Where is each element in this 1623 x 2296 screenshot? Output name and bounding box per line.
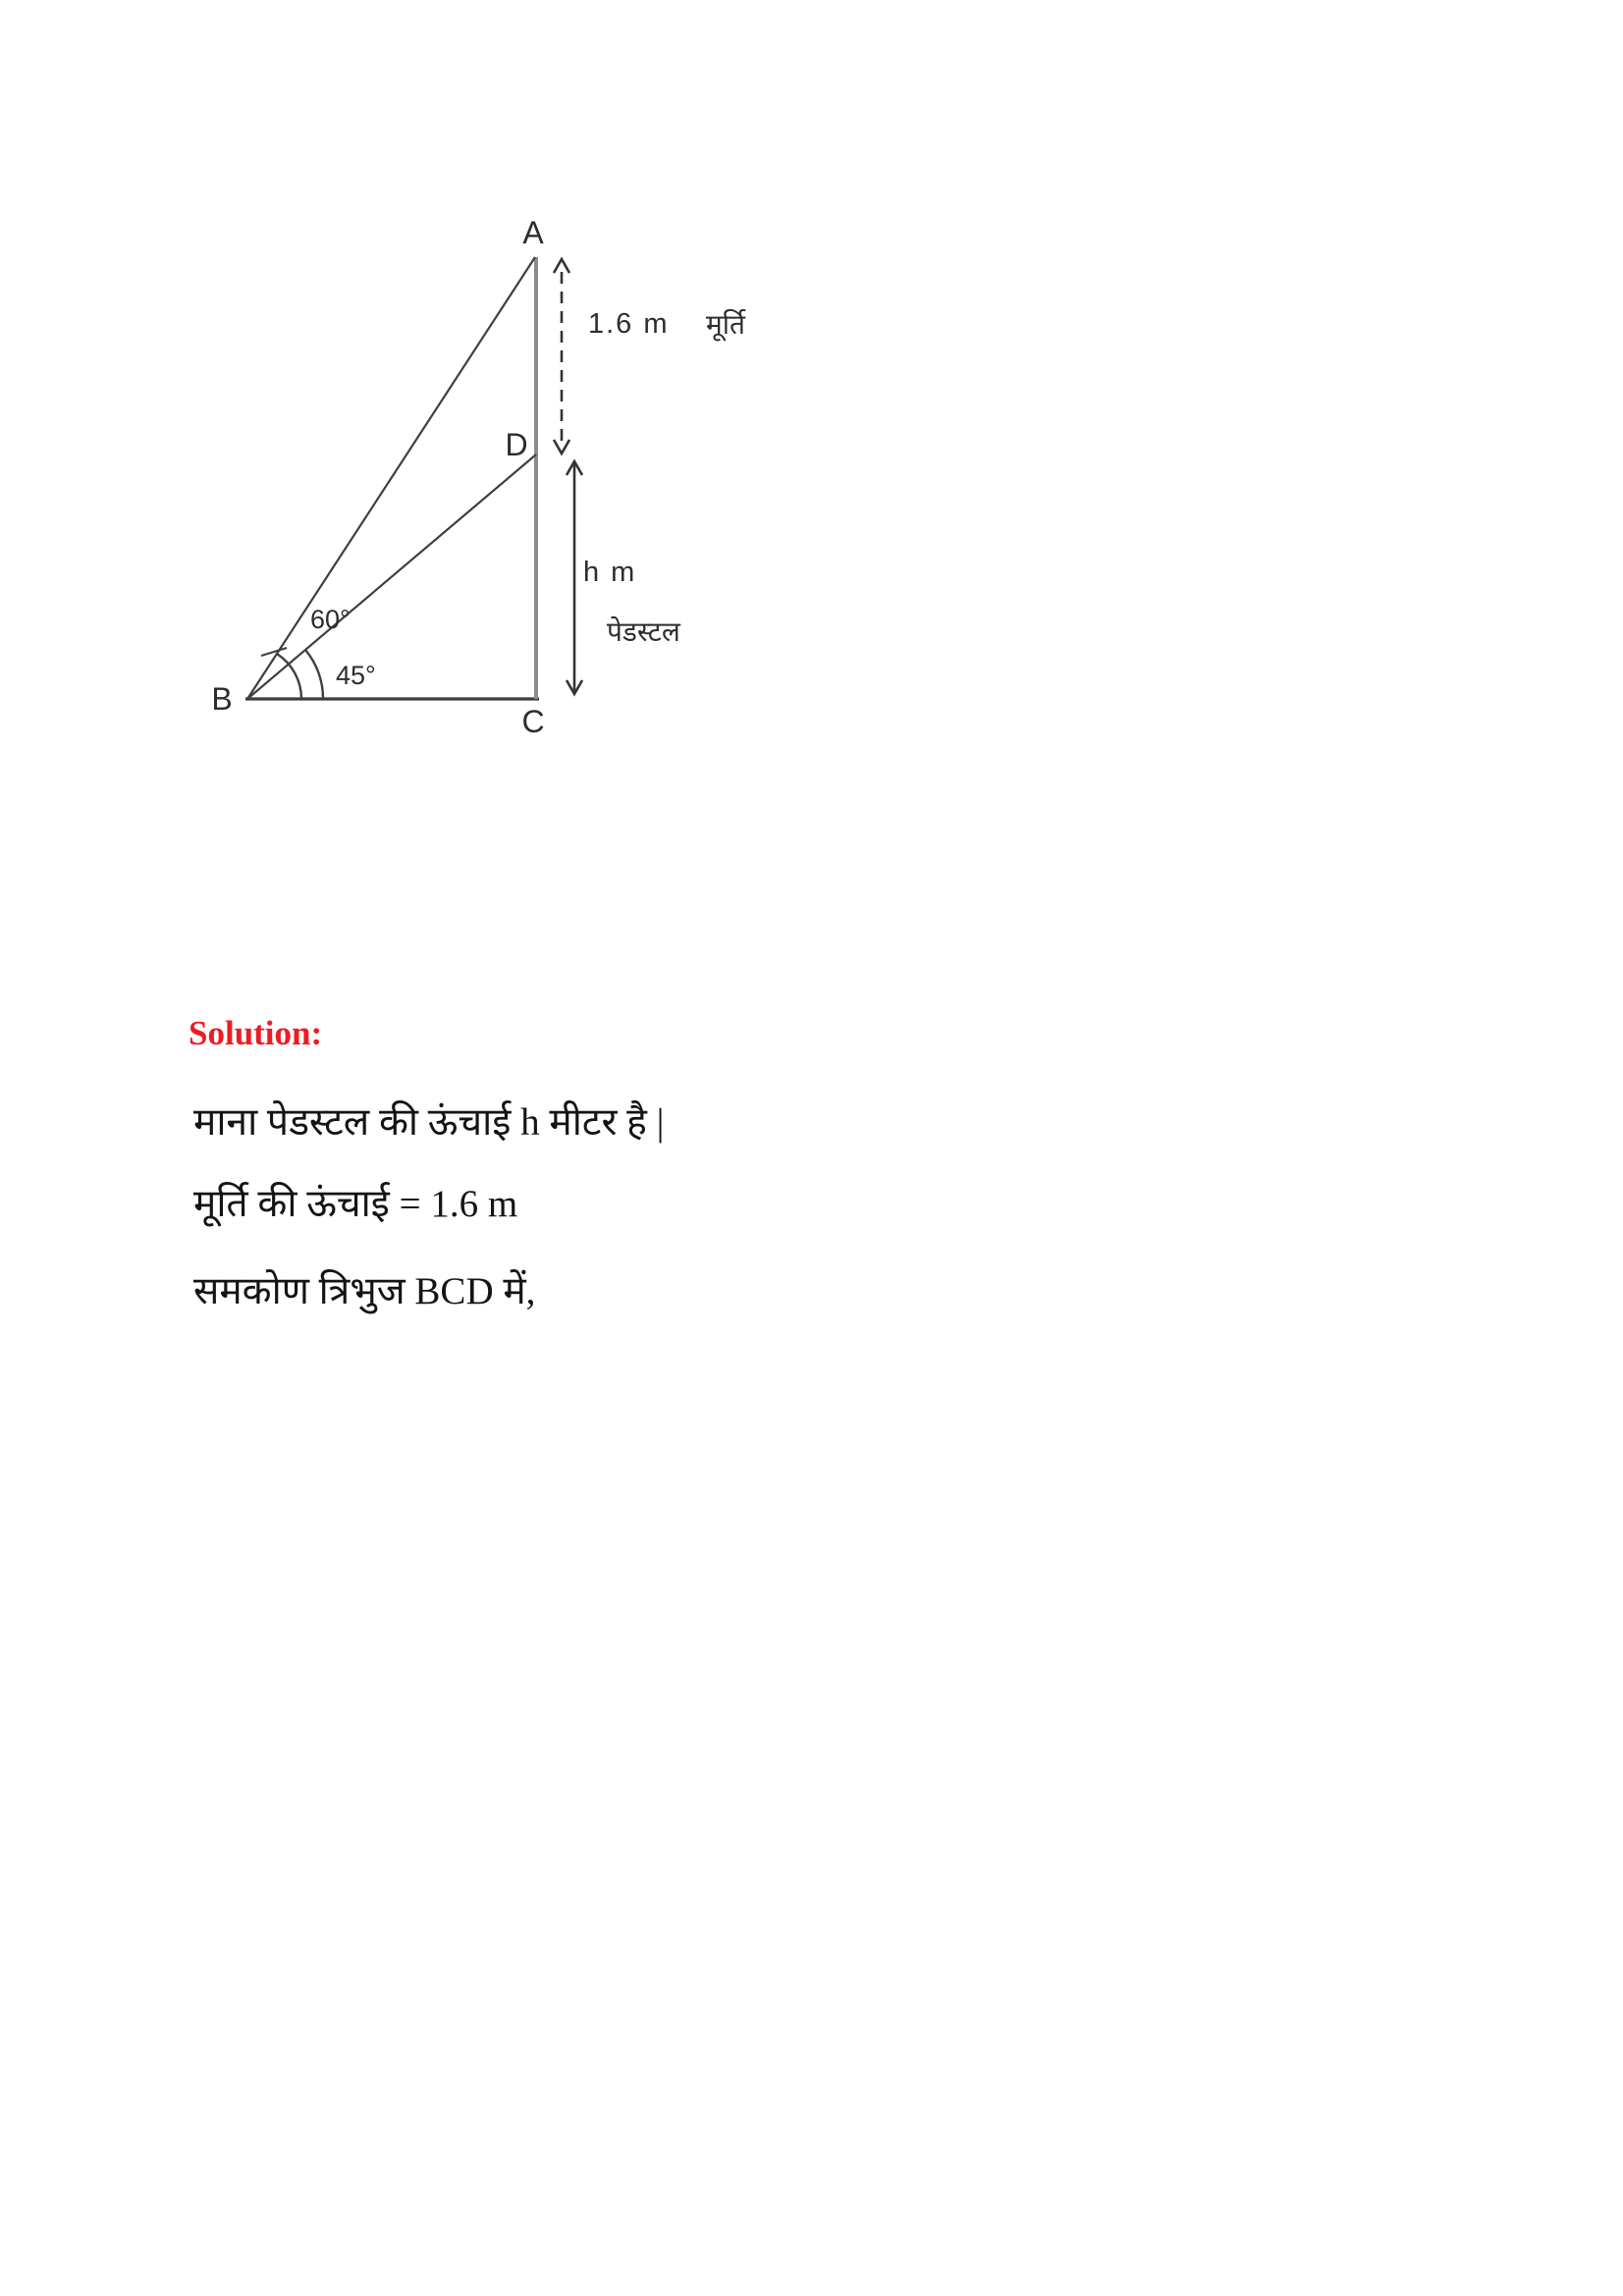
solution-line-1: माना पेडस्टल की ऊंचाई h मीटर है | <box>193 1101 665 1144</box>
solution-line-2: मूर्ति की ऊंचाई = 1.6 m <box>193 1183 518 1225</box>
line-BA <box>247 257 535 699</box>
point-label-A: A <box>522 215 544 250</box>
statue-measure-arrow-down-icon <box>554 440 569 454</box>
angle-arc-45 <box>305 650 323 699</box>
statue-name-label: मूर्ति <box>706 309 745 340</box>
angle-arc-60-tick <box>261 648 287 656</box>
point-label-D: D <box>505 427 528 462</box>
triangle-diagram <box>0 0 884 785</box>
statue-measure-arrow-up-icon <box>554 259 569 273</box>
angle-label-45: 45° <box>336 661 376 690</box>
solution-heading: Solution: <box>189 1014 323 1052</box>
pedestal-measure-label: h m <box>583 557 637 588</box>
line-BD <box>247 454 536 699</box>
solution-line-3: समकोण त्रिभुज BCD में, <box>193 1270 536 1312</box>
angle-label-60: 60° <box>310 605 351 634</box>
angle-arc-60 <box>277 654 301 699</box>
pedestal-name-label: पेडस्टल <box>607 616 680 647</box>
point-label-C: C <box>521 704 545 739</box>
point-label-B: B <box>211 681 233 717</box>
statue-measure-label: 1.6 m <box>588 308 670 340</box>
